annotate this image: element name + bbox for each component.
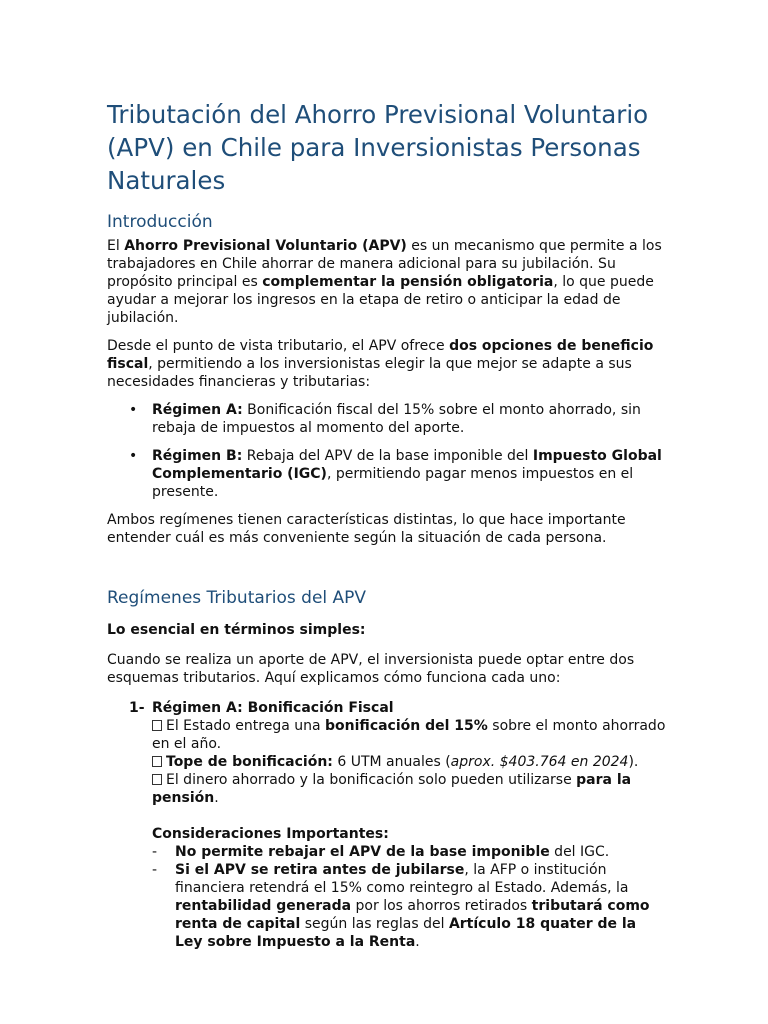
bold-run: rentabilidad generada: [175, 898, 352, 914]
document-content: [107, 98, 667, 951]
item-line-tope: [152, 753, 667, 771]
text-run: Rebaja del APV de la base imponible del: [242, 448, 533, 464]
considerations-list: [152, 843, 667, 951]
bold-run: dos opciones de beneficio fiscal: [107, 338, 654, 372]
consideration-item-1: [152, 843, 667, 861]
bold-run: Artículo 18 quater de la Ley sobre Impuesto a la Renta: [175, 916, 637, 950]
bullet-icon: •: [129, 402, 138, 418]
text-run: 6 UTM anuales (: [332, 754, 451, 770]
text-run: Desde el punto de vista tributario, el APV ofrece: [107, 338, 450, 354]
item-title: Régimen A: Bonificación Fiscal: [152, 700, 394, 716]
regime-bullet-list: [107, 401, 667, 501]
bold-run: Ahorro Previsional Voluntario (APV): [124, 238, 407, 254]
item-line-uso: [152, 771, 667, 807]
document-title: Tributación del Ahorro Previsional Voluntario (APV) en Chile para Inversionistas Personas Naturales: [107, 100, 649, 195]
item-line-bonificacion: [152, 717, 667, 753]
text-run: , permitiendo pagar menos impuestos en el presente.: [152, 466, 634, 500]
bold-run: Régimen B:: [152, 448, 243, 464]
text-run: , la AFP o institución financiera retendrá el 15% como reintegro al Estado. Además, la: [175, 862, 629, 896]
text-run: sobre el monto ahorrado en el año.: [152, 718, 666, 752]
bold-run: No permite rebajar el APV de la base imponible: [175, 844, 550, 860]
text-run: , lo que puede ayudar a mejorar los ingresos en la etapa de retiro o anticipar la edad de jubilación.: [107, 274, 654, 326]
text-run: .: [214, 790, 219, 806]
esencial-subheading: [107, 621, 667, 639]
item-number: 1-: [129, 700, 145, 716]
missing-glyph-icon: [152, 756, 162, 767]
italic-run: aprox. $403.764 en 2024: [450, 754, 629, 770]
missing-glyph-icon: [152, 774, 162, 785]
intro-heading: Introducción: [107, 212, 213, 232]
bullet-item-regimen-a: [107, 401, 667, 437]
bold-run: Régimen A:: [152, 402, 243, 418]
bullet-item-regimen-b: [107, 447, 667, 501]
text-run: .: [415, 934, 420, 950]
intro-paragraph-1: [107, 237, 667, 327]
text-run: El dinero ahorrado y la bonificación solo pueden utilizarse: [166, 772, 577, 788]
text-run: ).: [628, 754, 639, 770]
intro-paragraph-2: [107, 337, 667, 391]
text-run: según las reglas del: [300, 916, 449, 932]
text-run: es un mecanismo que permite a los trabajadores en Chile ahorrar de manera adicional para su jubilación. Su propósito principal es: [107, 238, 662, 290]
regimenes-heading: Regímenes Tributarios del APV: [107, 588, 367, 608]
bold-run: Impuesto Global Complementario (IGC): [152, 448, 662, 482]
dash-icon: -: [152, 862, 158, 878]
intro-paragraph-3: Ambos regímenes tienen características distintas, lo que hace importante entender cuál es más conveniente según la situación de cada persona.: [107, 512, 626, 546]
bold-run: tributará como renta de capital: [175, 898, 650, 932]
bold-run: para la pensión: [152, 772, 632, 806]
consideration-item-2: [152, 861, 667, 951]
text-run: El Estado entrega una: [166, 718, 326, 734]
bold-run: Lo esencial en términos simples:: [107, 622, 366, 638]
numbered-item-regimen-a: [107, 699, 667, 951]
missing-glyph-icon: [152, 720, 162, 731]
bold-run: Si el APV se retira antes de jubilarse: [175, 862, 465, 878]
considerations-heading: Consideraciones Importantes:: [152, 826, 389, 842]
regimenes-paragraph: Cuando se realiza un aporte de APV, el inversionista puede optar entre dos esquemas tributarios. Aquí explicamos cómo funciona cada uno:: [107, 652, 635, 686]
bold-run: complementar la pensión obligatoria: [262, 274, 554, 290]
text-run: Bonificación fiscal del 15% sobre el monto ahorrado, sin rebaja de impuestos al momento del aporte.: [152, 402, 641, 436]
text-run: por los ahorros retirados: [351, 898, 532, 914]
text-run: El: [107, 238, 125, 254]
bold-run: Tope de bonificación:: [166, 754, 333, 770]
text-run: , permitiendo a los inversionistas elegir la que mejor se adapte a sus necesidades financieras y tributarias:: [107, 356, 632, 390]
bullet-icon: •: [129, 448, 138, 464]
dash-icon: -: [152, 844, 158, 860]
text-run: del IGC.: [549, 844, 610, 860]
bold-run: bonificación del 15%: [325, 718, 488, 734]
